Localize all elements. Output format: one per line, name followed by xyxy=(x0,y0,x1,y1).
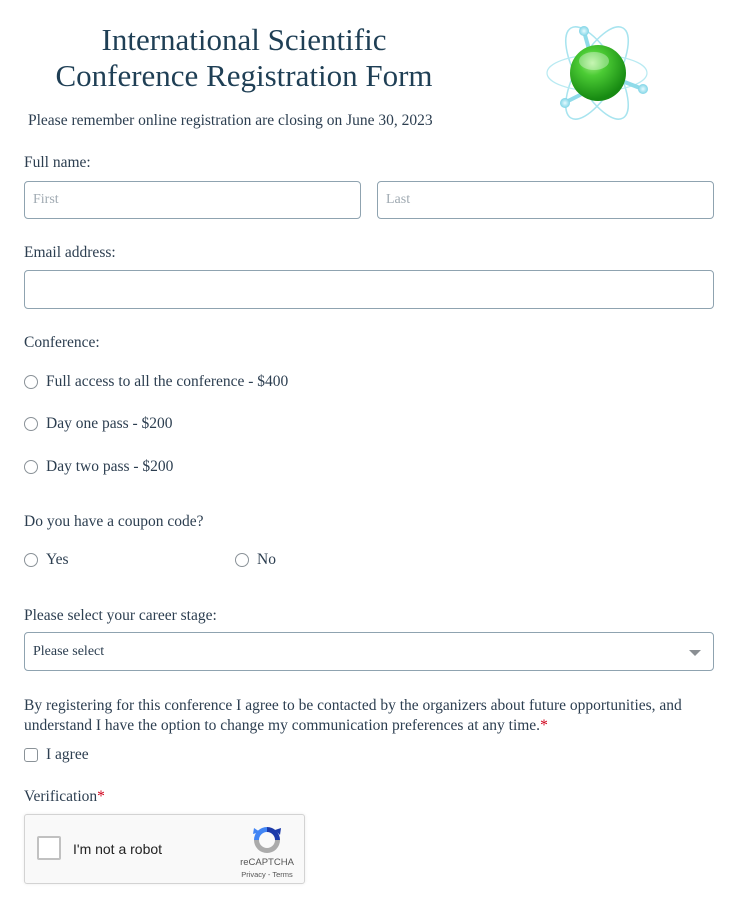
radio-label: Day two pass - $200 xyxy=(46,458,174,475)
title-line-1: International Scientific xyxy=(101,22,387,57)
career-stage-selected-value: Please select xyxy=(33,643,105,659)
recaptcha-checkbox[interactable] xyxy=(37,836,61,860)
coupon-option-yes[interactable] xyxy=(24,551,69,569)
recaptcha-label: I'm not a robot xyxy=(73,841,163,857)
radio-label: Full access to all the conference - $400 xyxy=(46,373,289,390)
radio-button[interactable] xyxy=(235,553,249,567)
conference-label: Conference: xyxy=(24,334,100,351)
career-stage-label: Please select your career stage: xyxy=(24,607,217,624)
email-input[interactable] xyxy=(24,270,714,309)
career-stage-select[interactable] xyxy=(24,632,714,671)
email-label: Email address: xyxy=(24,244,116,261)
title-line-2: Conference Registration Form xyxy=(55,58,433,93)
coupon-option-no[interactable] xyxy=(235,551,276,569)
radio-label: No xyxy=(257,551,276,568)
atom-icon xyxy=(540,15,655,130)
agree-checkbox-label: I agree xyxy=(46,746,89,763)
recaptcha-logo-icon xyxy=(251,824,283,856)
radio-button[interactable] xyxy=(24,417,38,431)
agree-checkbox[interactable] xyxy=(24,748,38,762)
form-header xyxy=(0,0,740,140)
chevron-down-icon xyxy=(689,650,701,656)
radio-button[interactable] xyxy=(24,553,38,567)
recaptcha-widget xyxy=(24,814,305,884)
page-title xyxy=(24,22,464,94)
required-mark: * xyxy=(97,788,105,805)
coupon-label: Do you have a coupon code? xyxy=(24,513,204,530)
consent-text xyxy=(24,696,724,736)
last-name-input[interactable] xyxy=(377,181,714,219)
agree-checkbox-row[interactable] xyxy=(24,746,89,764)
conference-option-day-one[interactable] xyxy=(24,415,173,433)
radio-label: Yes xyxy=(46,551,69,568)
required-mark: * xyxy=(540,717,548,734)
verification-label-text: Verification xyxy=(24,788,98,805)
first-name-input[interactable] xyxy=(24,181,361,219)
conference-option-day-two[interactable] xyxy=(24,458,173,476)
radio-label: Day one pass - $200 xyxy=(46,415,173,432)
consent-statement: By registering for this conference I agree to be contacted by the organizers about future opportunities, and understand I have the option to change my communication preferences at any time. xyxy=(24,697,682,734)
conference-option-full-access[interactable] xyxy=(24,373,288,391)
registration-deadline-notice: Please remember online registration are closing on June 30, 2023 xyxy=(28,112,433,129)
full-name-label: Full name: xyxy=(24,154,91,171)
verification-label xyxy=(24,788,105,806)
recaptcha-brand: reCAPTCHA xyxy=(240,857,294,868)
recaptcha-privacy-terms-links[interactable]: Privacy - Terms xyxy=(241,870,293,879)
radio-button[interactable] xyxy=(24,375,38,389)
radio-button[interactable] xyxy=(24,460,38,474)
